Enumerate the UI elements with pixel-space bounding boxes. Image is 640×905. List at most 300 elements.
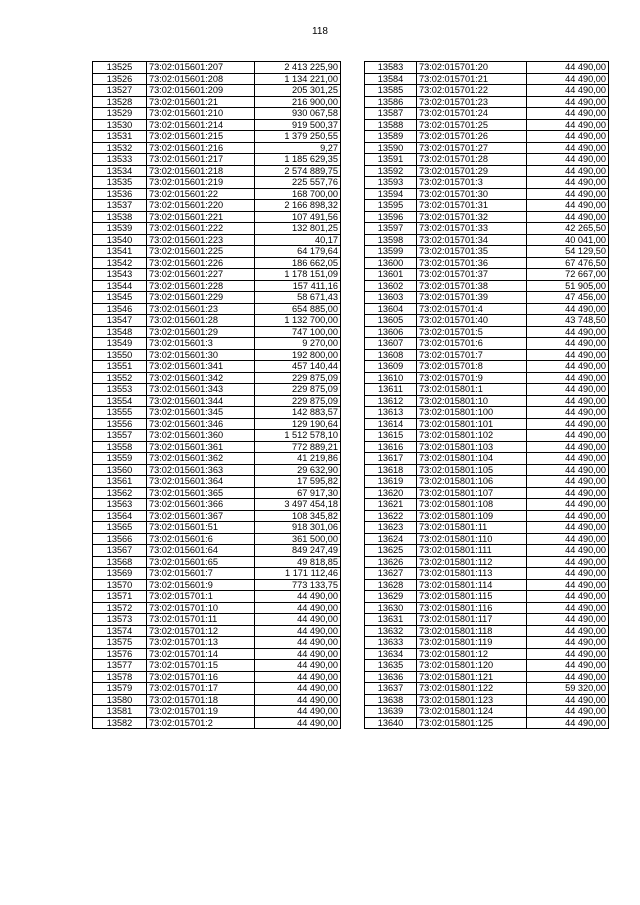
row-number-cell: 13544 — [93, 280, 147, 292]
table-row — [365, 476, 609, 488]
table-row — [93, 522, 341, 534]
cadastral-number-cell: 73:02:015701:23 — [417, 96, 527, 108]
table-row — [93, 96, 341, 108]
value-cell: 142 883,57 — [255, 407, 341, 419]
row-number-cell: 13557 — [93, 430, 147, 442]
cadastral-number-cell: 73:02:015601:214 — [147, 119, 255, 131]
row-number-cell: 13553 — [93, 384, 147, 396]
table-row — [365, 165, 609, 177]
table-row — [365, 522, 609, 534]
value-cell: 44 490,00 — [527, 522, 609, 534]
table-row — [365, 280, 609, 292]
table-row — [93, 119, 341, 131]
cadastral-number-cell: 73:02:015701:5 — [417, 326, 527, 338]
value-cell: 49 818,85 — [255, 556, 341, 568]
cadastral-number-cell: 73:02:015701:38 — [417, 280, 527, 292]
value-cell: 44 490,00 — [527, 476, 609, 488]
cadastral-number-cell: 73:02:015601:216 — [147, 142, 255, 154]
table-row — [93, 303, 341, 315]
cadastral-number-cell: 73:02:015601:344 — [147, 395, 255, 407]
table-row — [93, 637, 341, 649]
row-number-cell: 13558 — [93, 441, 147, 453]
row-number-cell: 13526 — [93, 73, 147, 85]
row-number-cell: 13631 — [365, 614, 417, 626]
cadastral-number-cell: 73:02:015601:28 — [147, 315, 255, 327]
value-cell: 44 490,00 — [527, 579, 609, 591]
table-row — [93, 418, 341, 430]
table-row — [365, 510, 609, 522]
cadastral-number-cell: 73:02:015801:106 — [417, 476, 527, 488]
row-number-cell: 13609 — [365, 361, 417, 373]
cadastral-number-cell: 73:02:015601:217 — [147, 154, 255, 166]
row-number-cell: 13635 — [365, 660, 417, 672]
table-row — [365, 119, 609, 131]
row-number-cell: 13605 — [365, 315, 417, 327]
row-number-cell: 13532 — [93, 142, 147, 154]
cadastral-number-cell: 73:02:015601:343 — [147, 384, 255, 396]
value-cell: 361 500,00 — [255, 533, 341, 545]
value-cell: 44 490,00 — [527, 349, 609, 361]
cadastral-number-cell: 73:02:015701:29 — [417, 165, 527, 177]
row-number-cell: 13638 — [365, 694, 417, 706]
row-number-cell: 13554 — [93, 395, 147, 407]
value-cell: 44 490,00 — [527, 648, 609, 660]
cadastral-number-cell: 73:02:015601:209 — [147, 85, 255, 97]
value-cell: 44 490,00 — [527, 108, 609, 120]
table-row — [365, 694, 609, 706]
value-cell: 2 166 898,32 — [255, 200, 341, 212]
row-number-cell: 13576 — [93, 648, 147, 660]
cadastral-number-cell: 73:02:015701:39 — [417, 292, 527, 304]
register-table-left — [92, 61, 341, 729]
table-row — [93, 579, 341, 591]
table-row — [365, 602, 609, 614]
cadastral-number-cell: 73:02:015801:117 — [417, 614, 527, 626]
row-number-cell: 13574 — [93, 625, 147, 637]
value-cell: 44 490,00 — [527, 671, 609, 683]
cadastral-number-cell: 73:02:015701:1 — [147, 591, 255, 603]
row-number-cell: 13573 — [93, 614, 147, 626]
row-number-cell: 13618 — [365, 464, 417, 476]
cadastral-number-cell: 73:02:015801:108 — [417, 499, 527, 511]
cadastral-number-cell: 73:02:015701:14 — [147, 648, 255, 660]
value-cell: 59 320,00 — [527, 683, 609, 695]
cadastral-number-cell: 73:02:015701:22 — [417, 85, 527, 97]
value-cell: 44 490,00 — [527, 131, 609, 143]
value-cell: 44 490,00 — [255, 694, 341, 706]
table-row — [365, 637, 609, 649]
table-row — [93, 660, 341, 672]
row-number-cell: 13628 — [365, 579, 417, 591]
row-number-cell: 13604 — [365, 303, 417, 315]
table-row — [365, 533, 609, 545]
value-cell: 919 500,37 — [255, 119, 341, 131]
cadastral-number-cell: 73:02:015801:104 — [417, 453, 527, 465]
table-row — [93, 395, 341, 407]
table-row — [365, 453, 609, 465]
row-number-cell: 13545 — [93, 292, 147, 304]
row-number-cell: 13546 — [93, 303, 147, 315]
value-cell: 44 490,00 — [527, 165, 609, 177]
cadastral-number-cell: 73:02:015801:120 — [417, 660, 527, 672]
table-row — [93, 556, 341, 568]
value-cell: 107 491,56 — [255, 211, 341, 223]
row-number-cell: 13556 — [93, 418, 147, 430]
row-number-cell: 13578 — [93, 671, 147, 683]
table-row — [365, 257, 609, 269]
row-number-cell: 13538 — [93, 211, 147, 223]
value-cell: 9 270,00 — [255, 338, 341, 350]
row-number-cell: 13586 — [365, 96, 417, 108]
cadastral-number-cell: 73:02:015601:220 — [147, 200, 255, 212]
cadastral-number-cell: 73:02:015601:345 — [147, 407, 255, 419]
table-row — [365, 487, 609, 499]
cadastral-number-cell: 73:02:015701:13 — [147, 637, 255, 649]
table-row — [93, 545, 341, 557]
value-cell: 44 490,00 — [255, 591, 341, 603]
cadastral-number-cell: 73:02:015601:21 — [147, 96, 255, 108]
table-row — [365, 188, 609, 200]
value-cell: 930 067,58 — [255, 108, 341, 120]
cadastral-number-cell: 73:02:015701:21 — [417, 73, 527, 85]
cadastral-number-cell: 73:02:015801:107 — [417, 487, 527, 499]
table-row — [93, 188, 341, 200]
cadastral-number-cell: 73:02:015601:342 — [147, 372, 255, 384]
cadastral-number-cell: 73:02:015601:223 — [147, 234, 255, 246]
value-cell: 43 748,50 — [527, 315, 609, 327]
table-row — [365, 464, 609, 476]
row-number-cell: 13590 — [365, 142, 417, 154]
table-row — [93, 407, 341, 419]
value-cell: 132 801,25 — [255, 223, 341, 235]
table-row — [365, 269, 609, 281]
row-number-cell: 13533 — [93, 154, 147, 166]
cadastral-number-cell: 73:02:015701:3 — [417, 177, 527, 189]
cadastral-number-cell: 73:02:015801:118 — [417, 625, 527, 637]
table-row — [365, 234, 609, 246]
value-cell: 64 179,64 — [255, 246, 341, 258]
row-number-cell: 13529 — [93, 108, 147, 120]
table-row — [93, 142, 341, 154]
row-number-cell: 13626 — [365, 556, 417, 568]
value-cell: 44 490,00 — [255, 717, 341, 729]
cadastral-number-cell: 73:02:015601:23 — [147, 303, 255, 315]
row-number-cell: 13592 — [365, 165, 417, 177]
cadastral-number-cell: 73:02:015601:210 — [147, 108, 255, 120]
table-row — [93, 694, 341, 706]
value-cell: 3 497 454,18 — [255, 499, 341, 511]
table-row — [93, 85, 341, 97]
table-row — [93, 625, 341, 637]
row-number-cell: 13564 — [93, 510, 147, 522]
value-cell: 205 301,25 — [255, 85, 341, 97]
value-cell: 773 133,75 — [255, 579, 341, 591]
value-cell: 457 140,44 — [255, 361, 341, 373]
value-cell: 44 490,00 — [527, 694, 609, 706]
table-row — [365, 395, 609, 407]
row-number-cell: 13555 — [93, 407, 147, 419]
cadastral-number-cell: 73:02:015601:229 — [147, 292, 255, 304]
value-cell: 2 574 889,75 — [255, 165, 341, 177]
table-row — [93, 269, 341, 281]
value-cell: 44 490,00 — [527, 384, 609, 396]
row-number-cell: 13559 — [93, 453, 147, 465]
cadastral-number-cell: 73:02:015601:9 — [147, 579, 255, 591]
table-row — [93, 487, 341, 499]
cadastral-number-cell: 73:02:015701:4 — [417, 303, 527, 315]
value-cell: 72 667,00 — [527, 269, 609, 281]
row-number-cell: 13614 — [365, 418, 417, 430]
value-cell: 44 490,00 — [527, 142, 609, 154]
cadastral-number-cell: 73:02:015801:125 — [417, 717, 527, 729]
value-cell: 44 490,00 — [527, 717, 609, 729]
table-row — [365, 706, 609, 718]
value-cell: 44 490,00 — [527, 568, 609, 580]
value-cell: 42 265,50 — [527, 223, 609, 235]
cadastral-number-cell: 73:02:015601:29 — [147, 326, 255, 338]
table-row — [93, 384, 341, 396]
row-number-cell: 13535 — [93, 177, 147, 189]
value-cell: 168 700,00 — [255, 188, 341, 200]
table-row — [365, 372, 609, 384]
row-number-cell: 13610 — [365, 372, 417, 384]
row-number-cell: 13528 — [93, 96, 147, 108]
cadastral-number-cell: 73:02:015601:51 — [147, 522, 255, 534]
row-number-cell: 13531 — [93, 131, 147, 143]
value-cell: 47 456,00 — [527, 292, 609, 304]
row-number-cell: 13539 — [93, 223, 147, 235]
table-row — [365, 131, 609, 143]
cadastral-number-cell: 73:02:015701:7 — [417, 349, 527, 361]
table-row — [93, 349, 341, 361]
value-cell: 44 490,00 — [527, 464, 609, 476]
table-row — [93, 648, 341, 660]
row-number-cell: 13547 — [93, 315, 147, 327]
row-number-cell: 13548 — [93, 326, 147, 338]
table-row — [93, 453, 341, 465]
row-number-cell: 13617 — [365, 453, 417, 465]
cadastral-number-cell: 73:02:015701:9 — [417, 372, 527, 384]
register-table-right — [364, 61, 609, 729]
row-number-cell: 13567 — [93, 545, 147, 557]
value-cell: 29 632,90 — [255, 464, 341, 476]
cadastral-number-cell: 73:02:015701:17 — [147, 683, 255, 695]
value-cell: 44 490,00 — [255, 706, 341, 718]
row-number-cell: 13612 — [365, 395, 417, 407]
row-number-cell: 13536 — [93, 188, 147, 200]
table-row — [93, 614, 341, 626]
table-row — [93, 326, 341, 338]
value-cell: 44 490,00 — [255, 625, 341, 637]
table-row — [365, 326, 609, 338]
value-cell: 44 490,00 — [527, 499, 609, 511]
row-number-cell: 13589 — [365, 131, 417, 143]
table-row — [365, 568, 609, 580]
table-row — [93, 441, 341, 453]
cadastral-number-cell: 73:02:015601:226 — [147, 257, 255, 269]
value-cell: 9,27 — [255, 142, 341, 154]
value-cell: 1 512 578,10 — [255, 430, 341, 442]
value-cell: 44 490,00 — [527, 338, 609, 350]
value-cell: 44 490,00 — [527, 418, 609, 430]
row-number-cell: 13591 — [365, 154, 417, 166]
value-cell: 1 379 250,55 — [255, 131, 341, 143]
table-row — [93, 683, 341, 695]
cadastral-number-cell: 73:02:015601:22 — [147, 188, 255, 200]
table-row — [93, 361, 341, 373]
cadastral-number-cell: 73:02:015801:111 — [417, 545, 527, 557]
cadastral-number-cell: 73:02:015801:124 — [417, 706, 527, 718]
row-number-cell: 13598 — [365, 234, 417, 246]
row-number-cell: 13603 — [365, 292, 417, 304]
cadastral-number-cell: 73:02:015601:222 — [147, 223, 255, 235]
row-number-cell: 13568 — [93, 556, 147, 568]
cadastral-number-cell: 73:02:015701:28 — [417, 154, 527, 166]
cadastral-number-cell: 73:02:015601:65 — [147, 556, 255, 568]
cadastral-number-cell: 73:02:015701:36 — [417, 257, 527, 269]
cadastral-number-cell: 73:02:015801:105 — [417, 464, 527, 476]
cadastral-number-cell: 73:02:015601:30 — [147, 349, 255, 361]
row-number-cell: 13600 — [365, 257, 417, 269]
table-row — [365, 108, 609, 120]
table-row — [365, 154, 609, 166]
row-number-cell: 13636 — [365, 671, 417, 683]
value-cell: 216 900,00 — [255, 96, 341, 108]
row-number-cell: 13601 — [365, 269, 417, 281]
row-number-cell: 13534 — [93, 165, 147, 177]
row-number-cell: 13540 — [93, 234, 147, 246]
table-row — [365, 338, 609, 350]
table-row — [93, 464, 341, 476]
value-cell: 44 490,00 — [527, 706, 609, 718]
table-row — [93, 62, 341, 74]
value-cell: 225 557,76 — [255, 177, 341, 189]
cadastral-number-cell: 73:02:015601:219 — [147, 177, 255, 189]
value-cell: 44 490,00 — [527, 188, 609, 200]
row-number-cell: 13640 — [365, 717, 417, 729]
row-number-cell: 13541 — [93, 246, 147, 258]
row-number-cell: 13599 — [365, 246, 417, 258]
value-cell: 44 490,00 — [527, 637, 609, 649]
row-number-cell: 13608 — [365, 349, 417, 361]
cadastral-number-cell: 73:02:015601:362 — [147, 453, 255, 465]
cadastral-number-cell: 73:02:015601:225 — [147, 246, 255, 258]
cadastral-number-cell: 73:02:015601:208 — [147, 73, 255, 85]
row-number-cell: 13562 — [93, 487, 147, 499]
table-row — [93, 372, 341, 384]
row-number-cell: 13587 — [365, 108, 417, 120]
value-cell: 192 800,00 — [255, 349, 341, 361]
cadastral-number-cell: 73:02:015801:1 — [417, 384, 527, 396]
table-row — [365, 545, 609, 557]
table-row — [365, 660, 609, 672]
row-number-cell: 13629 — [365, 591, 417, 603]
table-row — [365, 418, 609, 430]
cadastral-number-cell: 73:02:015601:364 — [147, 476, 255, 488]
cadastral-number-cell: 73:02:015801:11 — [417, 522, 527, 534]
table-row — [365, 499, 609, 511]
cadastral-number-cell: 73:02:015601:365 — [147, 487, 255, 499]
table-row — [93, 223, 341, 235]
table-row — [365, 142, 609, 154]
table-row — [93, 602, 341, 614]
value-cell: 44 490,00 — [255, 648, 341, 660]
value-cell: 44 490,00 — [527, 545, 609, 557]
table-row — [93, 73, 341, 85]
row-number-cell: 13597 — [365, 223, 417, 235]
value-cell: 44 490,00 — [527, 361, 609, 373]
row-number-cell: 13621 — [365, 499, 417, 511]
row-number-cell: 13582 — [93, 717, 147, 729]
table-row — [365, 683, 609, 695]
table-row — [365, 200, 609, 212]
value-cell: 44 490,00 — [527, 119, 609, 131]
row-number-cell: 13632 — [365, 625, 417, 637]
cadastral-number-cell: 73:02:015701:30 — [417, 188, 527, 200]
table-row — [365, 591, 609, 603]
value-cell: 44 490,00 — [527, 533, 609, 545]
row-number-cell: 13569 — [93, 568, 147, 580]
row-number-cell: 13542 — [93, 257, 147, 269]
table-row — [365, 223, 609, 235]
row-number-cell: 13579 — [93, 683, 147, 695]
value-cell: 44 490,00 — [527, 200, 609, 212]
cadastral-number-cell: 73:02:015701:20 — [417, 62, 527, 74]
cadastral-number-cell: 73:02:015801:10 — [417, 395, 527, 407]
cadastral-number-cell: 73:02:015701:15 — [147, 660, 255, 672]
value-cell: 108 345,82 — [255, 510, 341, 522]
row-number-cell: 13622 — [365, 510, 417, 522]
cadastral-number-cell: 73:02:015701:32 — [417, 211, 527, 223]
cadastral-number-cell: 73:02:015701:10 — [147, 602, 255, 614]
row-number-cell: 13561 — [93, 476, 147, 488]
row-number-cell: 13550 — [93, 349, 147, 361]
value-cell: 129 190,64 — [255, 418, 341, 430]
value-cell: 2 413 225,90 — [255, 62, 341, 74]
value-cell: 44 490,00 — [255, 660, 341, 672]
row-number-cell: 13583 — [365, 62, 417, 74]
value-cell: 1 132 700,00 — [255, 315, 341, 327]
table-row — [365, 211, 609, 223]
cadastral-number-cell: 73:02:015601:363 — [147, 464, 255, 476]
value-cell: 41 219,86 — [255, 453, 341, 465]
cadastral-number-cell: 73:02:015601:221 — [147, 211, 255, 223]
value-cell: 67 917,30 — [255, 487, 341, 499]
cadastral-number-cell: 73:02:015601:3 — [147, 338, 255, 350]
row-number-cell: 13615 — [365, 430, 417, 442]
table-row — [93, 246, 341, 258]
cadastral-number-cell: 73:02:015601:360 — [147, 430, 255, 442]
table-row — [93, 177, 341, 189]
value-cell: 44 490,00 — [527, 453, 609, 465]
cadastral-number-cell: 73:02:015801:109 — [417, 510, 527, 522]
cadastral-number-cell: 73:02:015801:113 — [417, 568, 527, 580]
table-row — [365, 614, 609, 626]
value-cell: 44 490,00 — [527, 395, 609, 407]
value-cell: 44 490,00 — [527, 73, 609, 85]
row-number-cell: 13594 — [365, 188, 417, 200]
value-cell: 44 490,00 — [527, 303, 609, 315]
cadastral-number-cell: 73:02:015701:34 — [417, 234, 527, 246]
cadastral-number-cell: 73:02:015701:37 — [417, 269, 527, 281]
value-cell: 44 490,00 — [527, 177, 609, 189]
table-row — [93, 154, 341, 166]
row-number-cell: 13611 — [365, 384, 417, 396]
table-row — [365, 361, 609, 373]
table-row — [365, 579, 609, 591]
value-cell: 58 671,43 — [255, 292, 341, 304]
value-cell: 44 490,00 — [527, 85, 609, 97]
